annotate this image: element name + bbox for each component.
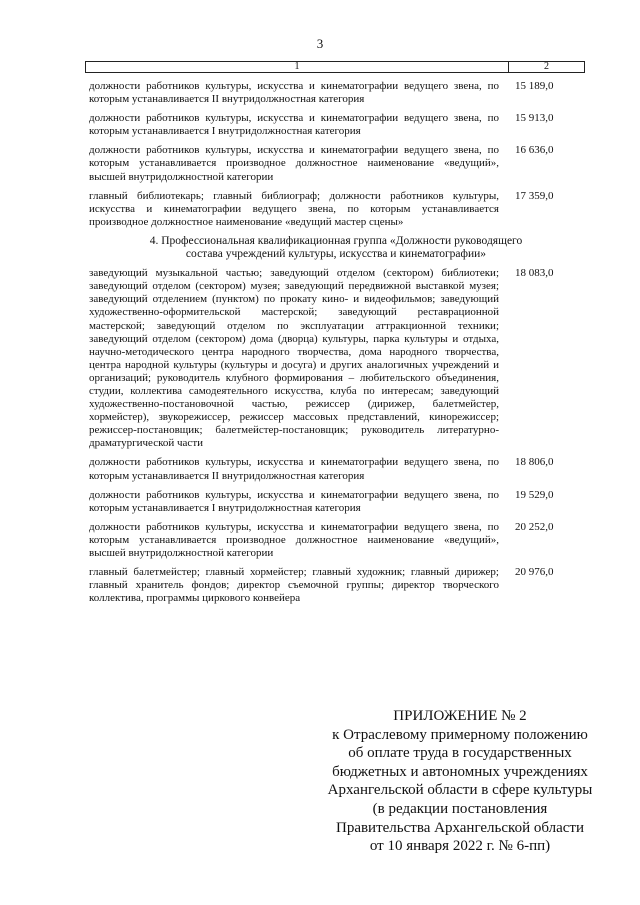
table-header-col2: 2 bbox=[544, 61, 549, 72]
group-heading: 4. Профессиональная квалификационная группа «Должности руководящего состава учреждений культуры, искусства и кинематографии» bbox=[149, 234, 523, 261]
position-text: должности работников культуры, искусства и кинематографии ведущего звена, по которым устанавливается II внутридолжностная категория bbox=[89, 456, 499, 482]
table-row bbox=[89, 566, 589, 605]
table-row bbox=[89, 190, 589, 229]
appendix-line: Правительства Архангельской области bbox=[335, 819, 584, 836]
position-text: должности работников культуры, искусства и кинематографии ведущего звена, по которым устанавливается производное должностное наименование «ведущий», высшей внутридолжностной категории bbox=[89, 520, 499, 559]
salary-value: 17 359,0 bbox=[515, 189, 554, 202]
salary-value: 20 252,0 bbox=[515, 520, 554, 533]
salary-value: 20 976,0 bbox=[515, 566, 554, 579]
table-row bbox=[89, 112, 589, 138]
table-row bbox=[89, 80, 589, 106]
salary-value: 15 189,0 bbox=[515, 80, 554, 92]
position-text: должности работников культуры, искусства и кинематографии ведущего звена, по которым устанавливается производное должностное наименование «ведущий», высшей внутридолжностной категории bbox=[89, 144, 499, 183]
table-row bbox=[89, 144, 589, 183]
appendix-line: Архангельской области в сфере культуры bbox=[327, 782, 593, 799]
position-text: должности работников культуры, искусства и кинематографии ведущего звена, по которым устанавливается I внутридолжностная категория bbox=[89, 112, 499, 138]
table-row bbox=[89, 456, 589, 482]
position-text: должности работников культуры, искусства и кинематографии ведущего звена, по которым устанавливается I внутридолжностная категория bbox=[89, 488, 499, 514]
table-row bbox=[89, 489, 589, 515]
salary-value: 19 529,0 bbox=[515, 488, 554, 501]
table-header bbox=[85, 61, 585, 73]
position-text: главный балетмейстер; главный хормейстер; главный художник; главный дирижер; главный хранитель фондов; директор съемочной группы; директор творческого коллектива, программы циркового конвейера bbox=[89, 566, 499, 605]
salary-value: 18 083,0 bbox=[515, 267, 554, 280]
salary-value: 16 636,0 bbox=[515, 144, 554, 157]
table-row bbox=[89, 267, 589, 450]
table-header-col1: 1 bbox=[86, 62, 509, 72]
appendix-line: бюджетных и автономных учреждениях bbox=[332, 763, 588, 780]
appendix-line: к Отраслевому примерному положению bbox=[332, 726, 588, 743]
appendix-title: ПРИЛОЖЕНИЕ № 2 bbox=[393, 708, 527, 724]
page-number: 3 bbox=[316, 36, 324, 51]
appendix-line: от 10 января 2022 г. № 6-пп) bbox=[369, 838, 551, 855]
position-text: заведующий музыкальной частью; заведующий отделом (сектором) библиотеки; заведующий отделом (сектором) музея; заведующий передвижной выставкой музея; заведующий отделением (пунктом) по прокату кино- и видеофильмов; заведующий художественно-оформительской мастерской; заведующий реставрационной мастерской; заведующий отделом по эксплуатации аттракционной техники; заведующий отделом (сектором) дома (дворца) культуры, парка культуры и отдыха, научно-методического центра народного творчества, дома народного творчества, центра народной культуры (культуры и досуга) и других аналогичных учреждений и организаций; руководитель клубного формирования – любительского объединения, студии, коллектива самодеятельного искусства, клуба по интересам; заведующий художественно-постановочной частью, режиссер (дирижер, балетмейстер, хормейстер), звукорежиссер, режиссер массовых представлений, кинорежиссер; режиссер-постановщик; балетмейстер-постановщик; руководитель литературно-драматургической части bbox=[89, 267, 499, 450]
position-text: должности работников культуры, искусства и кинематографии ведущего звена, по которым устанавливается II внутридолжностная категория bbox=[89, 80, 499, 106]
appendix-block bbox=[320, 707, 600, 856]
salary-table bbox=[89, 80, 589, 611]
table-row bbox=[89, 521, 589, 560]
appendix-line: об оплате труда в государственных bbox=[348, 745, 572, 762]
salary-value: 18 806,0 bbox=[515, 456, 554, 469]
appendix-line: (в редакции постановления bbox=[372, 800, 548, 817]
salary-value: 15 913,0 bbox=[515, 112, 554, 125]
position-text: главный библиотекарь; главный библиограф; должности работников культуры, искусства и кинематографии ведущего звена, по которым устанавливается производное должностное наименование «ведущий мастер сцены» bbox=[89, 189, 499, 228]
